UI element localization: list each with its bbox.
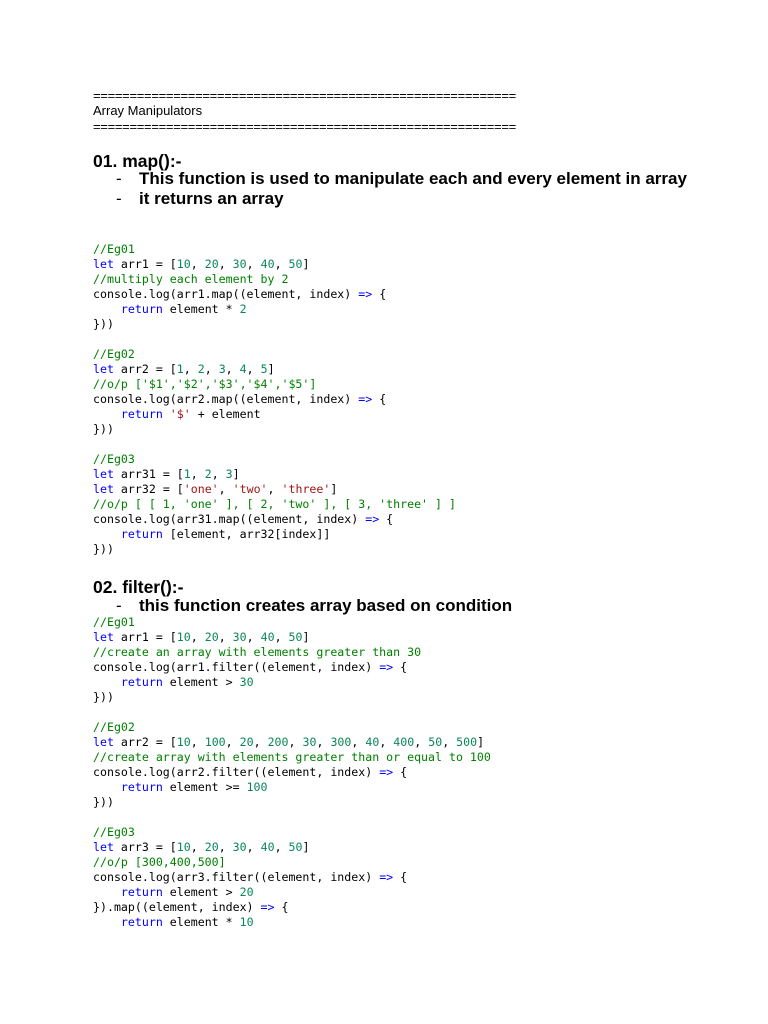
- code-line: [93, 317, 386, 332]
- code-line: [93, 720, 491, 735]
- code-token-plain: element >: [162, 885, 240, 899]
- code-token-number: 100: [246, 780, 268, 794]
- code-token-plain: {: [274, 900, 289, 914]
- code-token-plain: ]: [302, 840, 310, 854]
- code-token-plain: element *: [162, 302, 240, 316]
- code-token-number: 2: [204, 467, 212, 481]
- code-token-string: 'two': [232, 482, 268, 496]
- code-token-plain: ,: [211, 467, 226, 481]
- code-token-number: 10: [176, 630, 191, 644]
- code-token-keyword: =>: [379, 765, 394, 779]
- code-token-keyword: return: [120, 527, 163, 541]
- code-line: [93, 885, 407, 900]
- code-token-number: 3: [218, 362, 226, 376]
- code-token-plain: [93, 885, 121, 899]
- code-line: [93, 840, 407, 855]
- code-token-plain: element >=: [162, 780, 247, 794]
- code-token-number: 20: [239, 735, 254, 749]
- code-token-plain: ]: [477, 735, 485, 749]
- code-token-keyword: =>: [358, 287, 373, 301]
- code-token-keyword: let: [93, 482, 114, 496]
- code-line: [93, 795, 491, 810]
- code-line: [93, 512, 456, 527]
- map-bullet-list: [93, 169, 713, 209]
- code-line: [93, 392, 386, 407]
- code-token-number: 1: [176, 362, 184, 376]
- code-token-plain: })): [93, 542, 114, 556]
- code-block-map-eg01: [93, 242, 386, 332]
- code-token-number: 300: [330, 735, 352, 749]
- code-token-plain: ]: [267, 362, 275, 376]
- code-token-number: 5: [260, 362, 268, 376]
- code-line: [93, 482, 456, 497]
- code-line: [93, 302, 386, 317]
- code-token-plain: ,: [267, 482, 282, 496]
- code-token-keyword: return: [120, 407, 163, 421]
- code-token-keyword: let: [93, 735, 114, 749]
- code-line: [93, 855, 407, 870]
- code-token-keyword: return: [120, 780, 163, 794]
- code-token-number: 10: [239, 915, 254, 929]
- code-token-plain: ,: [190, 735, 205, 749]
- code-token-plain: })): [93, 317, 114, 331]
- code-token-plain: [93, 675, 121, 689]
- code-token-keyword: =>: [379, 870, 394, 884]
- code-token-number: 30: [239, 675, 254, 689]
- code-token-plain: ,: [246, 257, 261, 271]
- code-token-number: 30: [232, 257, 247, 271]
- code-token-number: 40: [260, 630, 275, 644]
- code-token-plain: ,: [190, 257, 205, 271]
- title-rule-bottom: ==========================================================: [93, 119, 516, 134]
- code-token-plain: arr1 = [: [113, 257, 177, 271]
- code-token-string: '$': [169, 407, 191, 421]
- code-token-number: 3: [225, 467, 233, 481]
- code-line: [93, 645, 421, 660]
- filter-bullet-list: [93, 596, 713, 616]
- code-token-plain: ,: [218, 630, 233, 644]
- code-token-plain: })): [93, 690, 114, 704]
- code-token-comment: //o/p [300,400,500]: [93, 855, 226, 869]
- code-token-plain: ,: [246, 630, 261, 644]
- code-line: [93, 735, 491, 750]
- code-token-keyword: return: [120, 885, 163, 899]
- code-token-plain: })): [93, 422, 114, 436]
- code-line: [93, 272, 386, 287]
- code-token-plain: [93, 302, 121, 316]
- code-token-keyword: let: [93, 467, 114, 481]
- code-token-keyword: =>: [365, 512, 380, 526]
- bullet-item: - This function is used to manipulate each and every element in array: [93, 169, 713, 189]
- code-token-plain: ,: [379, 735, 394, 749]
- code-line: [93, 750, 491, 765]
- code-token-number: 10: [176, 840, 191, 854]
- code-token-plain: ,: [442, 735, 457, 749]
- code-line: [93, 497, 456, 512]
- code-token-keyword: let: [93, 630, 114, 644]
- code-token-number: 50: [288, 840, 303, 854]
- code-token-plain: console.log(arr1.filter((element, index): [93, 660, 380, 674]
- code-token-keyword: return: [120, 302, 163, 316]
- code-token-plain: arr31 = [: [113, 467, 184, 481]
- code-token-number: 40: [260, 840, 275, 854]
- code-token-plain: [163, 407, 170, 421]
- code-token-plain: ,: [218, 482, 233, 496]
- code-token-plain: ,: [225, 362, 240, 376]
- code-token-plain: {: [372, 392, 387, 406]
- code-token-plain: ,: [316, 735, 331, 749]
- code-line: [93, 660, 421, 675]
- code-token-keyword: =>: [358, 392, 373, 406]
- code-token-number: 2: [197, 362, 205, 376]
- code-token-number: 50: [288, 630, 303, 644]
- code-token-plain: ]: [302, 630, 310, 644]
- code-token-plain: element *: [162, 915, 240, 929]
- code-token-plain: ,: [218, 840, 233, 854]
- code-token-plain: console.log(arr3.filter((element, index): [93, 870, 380, 884]
- code-token-number: 400: [393, 735, 415, 749]
- code-line: [93, 527, 456, 542]
- code-token-plain: console.log(arr1.map((element, index): [93, 287, 359, 301]
- code-token-plain: arr3 = [: [113, 840, 177, 854]
- code-token-plain: arr2 = [: [113, 362, 177, 376]
- code-line: [93, 407, 386, 422]
- code-token-plain: })): [93, 795, 114, 809]
- code-line: [93, 377, 386, 392]
- code-line: [93, 825, 407, 840]
- code-line: [93, 347, 386, 362]
- code-line: [93, 257, 386, 272]
- code-token-plain: [93, 527, 121, 541]
- code-token-plain: {: [393, 660, 408, 674]
- code-line: [93, 765, 491, 780]
- code-token-plain: ,: [351, 735, 366, 749]
- code-token-plain: arr1 = [: [113, 630, 177, 644]
- code-token-number: 50: [428, 735, 443, 749]
- code-token-comment: //Eg03: [93, 825, 135, 839]
- code-line: [93, 287, 386, 302]
- code-token-plain: ]: [302, 257, 310, 271]
- title-rule-top: ==========================================================: [93, 88, 516, 103]
- code-token-plain: ,: [204, 362, 219, 376]
- code-token-comment: //Eg02: [93, 347, 135, 361]
- code-token-plain: ,: [274, 257, 289, 271]
- code-line: [93, 467, 456, 482]
- code-line: [93, 362, 386, 377]
- code-token-plain: {: [372, 287, 387, 301]
- code-token-number: 40: [365, 735, 380, 749]
- document-title: Array Manipulators: [93, 103, 203, 118]
- code-token-number: 20: [239, 885, 254, 899]
- code-token-string: 'three': [281, 482, 331, 496]
- code-token-keyword: return: [120, 675, 163, 689]
- code-token-number: 20: [204, 840, 219, 854]
- code-token-plain: ,: [246, 840, 261, 854]
- code-token-plain: [93, 780, 121, 794]
- code-line: [93, 915, 407, 930]
- code-token-plain: + element: [190, 407, 261, 421]
- code-token-comment: //Eg01: [93, 615, 135, 629]
- code-token-comment: //create an array with elements greater than 30: [93, 645, 422, 659]
- code-token-plain: {: [379, 512, 394, 526]
- code-token-number: 10: [176, 257, 191, 271]
- code-token-comment: //create array with elements greater than or equal to 100: [93, 750, 491, 764]
- code-token-plain: ,: [253, 735, 268, 749]
- code-line: [93, 675, 421, 690]
- code-token-plain: arr32 = [: [113, 482, 184, 496]
- code-token-keyword: let: [93, 257, 114, 271]
- code-block-map-eg03: [93, 452, 456, 557]
- code-token-plain: element >: [162, 675, 240, 689]
- code-line: [93, 542, 456, 557]
- code-token-plain: ,: [190, 630, 205, 644]
- code-token-number: 40: [260, 257, 275, 271]
- code-token-plain: ,: [274, 840, 289, 854]
- section-heading-filter: 02. filter():-: [93, 577, 184, 597]
- code-token-number: 30: [232, 630, 247, 644]
- bullet-item: - it returns an array: [93, 189, 713, 209]
- code-token-plain: [93, 407, 121, 421]
- code-token-number: 30: [302, 735, 317, 749]
- code-token-comment: //Eg03: [93, 452, 135, 466]
- code-line: [93, 690, 421, 705]
- code-token-plain: {: [393, 870, 408, 884]
- code-block-map-eg02: [93, 347, 386, 437]
- code-block-filter-eg02: [93, 720, 491, 810]
- code-token-comment: //o/p [ [ 1, 'one' ], [ 2, 'two' ], [ 3, 'three' ] ]: [93, 497, 456, 511]
- code-line: [93, 900, 407, 915]
- code-line: [93, 452, 456, 467]
- code-token-plain: ,: [225, 735, 240, 749]
- code-token-plain: ,: [274, 630, 289, 644]
- code-token-comment: //Eg02: [93, 720, 135, 734]
- code-line: [93, 780, 491, 795]
- code-token-number: 500: [456, 735, 478, 749]
- code-token-plain: {: [393, 765, 408, 779]
- code-block-filter-eg01: [93, 615, 421, 705]
- code-token-plain: ,: [288, 735, 303, 749]
- code-token-number: 20: [204, 257, 219, 271]
- bullet-item: - this function creates array based on condition: [93, 596, 713, 616]
- code-token-plain: ]: [330, 482, 338, 496]
- section-heading-map: 01. map():-: [93, 151, 182, 171]
- code-line: [93, 615, 421, 630]
- code-token-number: 30: [232, 840, 247, 854]
- code-token-keyword: =>: [260, 900, 275, 914]
- code-token-comment: //o/p ['$1','$2','$3','$4','$5']: [93, 377, 317, 391]
- code-token-plain: ,: [414, 735, 429, 749]
- code-token-number: 20: [204, 630, 219, 644]
- code-token-number: 200: [267, 735, 289, 749]
- code-token-keyword: let: [93, 840, 114, 854]
- code-line: [93, 870, 407, 885]
- code-token-string: 'one': [183, 482, 219, 496]
- code-token-plain: arr2 = [: [113, 735, 177, 749]
- code-line: [93, 242, 386, 257]
- code-token-keyword: return: [120, 915, 163, 929]
- code-line: [93, 422, 386, 437]
- code-token-plain: ,: [183, 362, 198, 376]
- code-token-plain: ]: [232, 467, 240, 481]
- code-token-number: 4: [239, 362, 247, 376]
- code-token-number: 100: [204, 735, 226, 749]
- code-block-filter-eg03: [93, 825, 407, 930]
- code-token-plain: [element, arr32[index]]: [162, 527, 331, 541]
- code-token-number: 50: [288, 257, 303, 271]
- code-token-plain: ,: [218, 257, 233, 271]
- code-token-number: 10: [176, 735, 191, 749]
- code-token-plain: ,: [246, 362, 261, 376]
- code-token-plain: console.log(arr2.filter((element, index): [93, 765, 380, 779]
- code-token-comment: //multiply each element by 2: [93, 272, 289, 286]
- code-token-keyword: let: [93, 362, 114, 376]
- code-token-plain: [93, 915, 121, 929]
- code-token-plain: }).map((element, index): [93, 900, 261, 914]
- code-token-number: 2: [239, 302, 247, 316]
- code-token-plain: console.log(arr2.map((element, index): [93, 392, 359, 406]
- code-token-number: 1: [183, 467, 191, 481]
- code-token-plain: console.log(arr31.map((element, index): [93, 512, 366, 526]
- code-token-plain: ,: [190, 467, 205, 481]
- code-token-comment: //Eg01: [93, 242, 135, 256]
- code-line: [93, 630, 421, 645]
- code-token-keyword: =>: [379, 660, 394, 674]
- code-token-plain: ,: [190, 840, 205, 854]
